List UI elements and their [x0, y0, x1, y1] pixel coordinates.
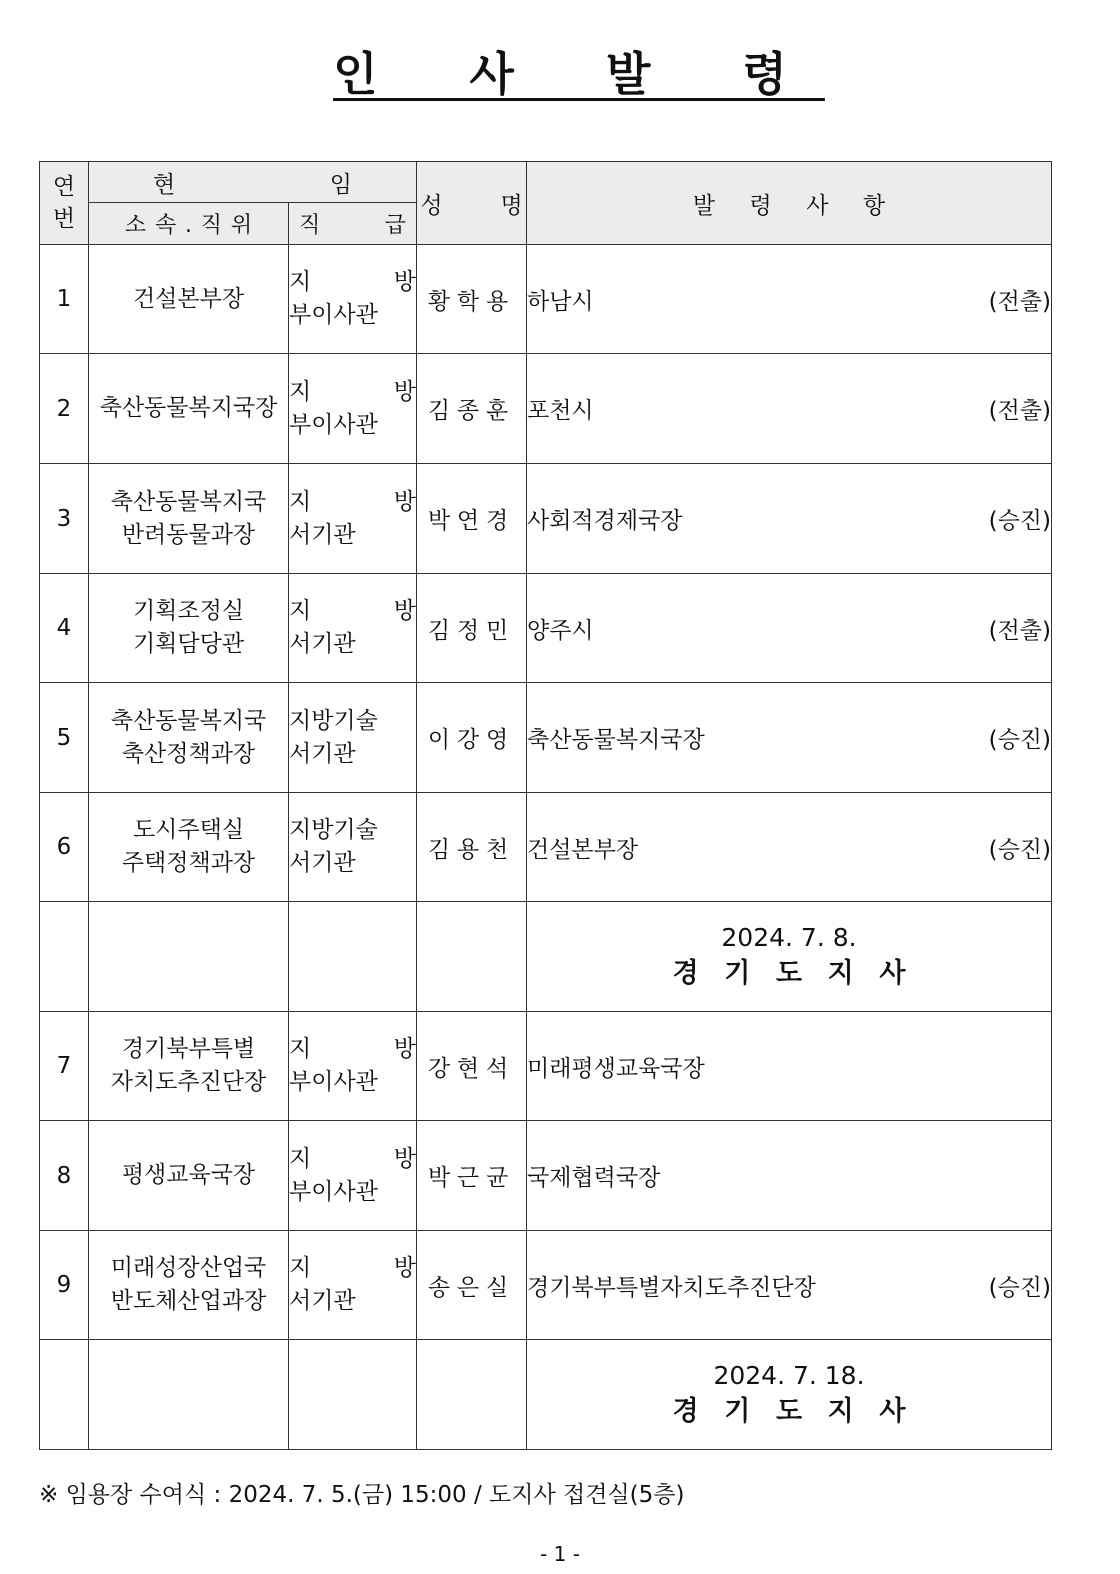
current-grade [289, 1012, 417, 1121]
serial-number: 8 [40, 1121, 89, 1231]
grade-line: 부이사관 [289, 411, 378, 438]
grade-line: 부이사관 [289, 1069, 378, 1095]
appointment-cell [527, 1012, 1052, 1121]
appointment-destination: 국제협력국장 [527, 1165, 661, 1191]
serial-number: 6 [40, 793, 89, 902]
empty-cell [40, 902, 89, 1012]
grade-line: 지 방 [289, 1255, 416, 1281]
current-department [89, 464, 289, 574]
appointment-cell [527, 1121, 1052, 1231]
appointment-destination: 사회적경제국장 [527, 508, 683, 534]
grade-line: 서기관 [289, 850, 356, 876]
current-department [89, 683, 289, 793]
signature-row [40, 1340, 1052, 1450]
appointment-destination: 경기북부특별자치도추진단장 [527, 1274, 816, 1301]
grade-line: 지 방 [289, 1036, 416, 1062]
document-title [0, 38, 1120, 104]
table-row [40, 683, 1052, 793]
header-appointment [527, 162, 1052, 245]
signature-block [527, 1340, 1052, 1450]
serial-number: 1 [40, 245, 89, 354]
table-row [40, 1231, 1052, 1340]
grade-line: 서기관 [289, 521, 356, 548]
current-department [89, 1012, 289, 1121]
grade-line: 지 방 [289, 488, 416, 515]
grade-line: 부이사관 [289, 302, 378, 328]
grade-line: 서기관 [289, 1288, 356, 1314]
header-serial-line-2: 번 [52, 206, 76, 232]
header-serial-number [40, 162, 89, 245]
serial-number: 9 [40, 1231, 89, 1340]
serial-number: 3 [40, 464, 89, 574]
appointment-type: (전출) [988, 617, 1051, 644]
current-department [89, 793, 289, 902]
ceremony-note: ※ 임용장 수여식 : 2024. 7. 5.(금) 15:00 / 도지사 접견실(5층) [39, 1482, 685, 1508]
department-line: 주택정책과장 [121, 850, 256, 876]
current-grade [289, 683, 417, 793]
department-line: 축산동물복지국 [110, 707, 267, 734]
header-current-position-text: 현 임 [153, 171, 426, 198]
serial-number: 7 [40, 1012, 89, 1121]
header-serial-line-1: 연 [52, 174, 76, 200]
employee-name: 이강영 [417, 683, 527, 793]
header-appointment-text: 발령사항 [692, 192, 920, 219]
grade-line: 서기관 [289, 740, 356, 767]
department-line: 기획조정실 [132, 598, 245, 624]
department-line: 경기북부특별 [121, 1036, 256, 1062]
current-department [89, 245, 289, 354]
serial-number: 5 [40, 683, 89, 793]
appointment-type: (승진) [988, 508, 1051, 534]
appointment-type: (승진) [988, 727, 1051, 753]
signature-row [40, 902, 1052, 1012]
table-row [40, 245, 1052, 354]
appointment-type: (승진) [988, 1274, 1051, 1301]
header-affiliation-text: 소속.직위 [124, 213, 261, 238]
empty-cell [289, 1340, 417, 1450]
table-row [40, 793, 1052, 902]
table-row [40, 574, 1052, 683]
signer-title: 경기도지사 [672, 1395, 932, 1427]
appointment-type: (승진) [988, 836, 1051, 863]
header-grade-text: 직 급 [299, 213, 435, 238]
grade-line: 지방기술 [289, 707, 378, 734]
empty-cell [40, 1340, 89, 1450]
header-name-text: 성 명 [420, 192, 548, 219]
grade-line: 부이사관 [289, 1178, 378, 1205]
grade-line: 지 방 [289, 598, 416, 624]
serial-number: 4 [40, 574, 89, 683]
table-row [40, 1121, 1052, 1231]
employee-name: 박연경 [417, 464, 527, 574]
grade-line: 서기관 [289, 631, 356, 657]
department-line: 평생교육국장 [121, 1162, 256, 1188]
employee-name: 송은실 [417, 1231, 527, 1340]
department-line: 축산동물복지국 [110, 488, 267, 515]
appointment-destination: 미래평생교육국장 [527, 1055, 705, 1082]
signer-title: 경기도지사 [672, 957, 932, 989]
header-row-top [40, 162, 1052, 203]
grade-line: 지 방 [289, 269, 416, 295]
appointment-cell [527, 574, 1052, 683]
empty-cell [289, 902, 417, 1012]
department-line: 기획담당관 [132, 631, 245, 657]
appointment-cell [527, 1231, 1052, 1340]
department-line: 자치도추진단장 [110, 1069, 267, 1095]
grade-line: 지 방 [289, 378, 416, 405]
appointment-destination: 포천시 [527, 398, 594, 424]
signature-block [527, 902, 1052, 1012]
current-grade [289, 1121, 417, 1231]
appointment-cell [527, 245, 1052, 354]
personnel-order-table [39, 161, 1052, 1450]
department-line: 축산정책과장 [121, 740, 256, 767]
appointment-destination: 축산동물복지국장 [527, 727, 705, 753]
department-line: 반도체산업과장 [110, 1288, 267, 1314]
employee-name: 김용천 [417, 793, 527, 902]
appointment-destination: 건설본부장 [527, 836, 639, 863]
empty-cell [89, 902, 289, 1012]
current-grade [289, 245, 417, 354]
grade-line: 지방기술 [289, 817, 378, 843]
empty-cell [417, 902, 527, 1012]
current-grade [289, 793, 417, 902]
serial-number: 2 [40, 354, 89, 464]
current-department [89, 1121, 289, 1231]
department-line: 도시주택실 [132, 817, 245, 843]
department-line: 건설본부장 [132, 285, 245, 312]
table-row [40, 354, 1052, 464]
appointment-cell [527, 464, 1052, 574]
current-grade [289, 1231, 417, 1340]
appointment-destination: 양주시 [527, 617, 594, 644]
appointment-type: (전출) [988, 288, 1051, 315]
appointment-cell [527, 683, 1052, 793]
table-row [40, 464, 1052, 574]
department-line: 미래성장산업국 [110, 1255, 267, 1281]
employee-name: 박근균 [417, 1121, 527, 1231]
employee-name: 황학용 [417, 245, 527, 354]
empty-cell [89, 1340, 289, 1450]
appointment-type: (전출) [988, 398, 1051, 424]
appointment-cell [527, 793, 1052, 902]
document-title-text: 인 사 발 령 [333, 47, 825, 101]
empty-cell [417, 1340, 527, 1450]
current-grade [289, 574, 417, 683]
signature-date: 2024. 7. 8. [721, 922, 857, 952]
department-line: 반려동물과장 [121, 521, 256, 548]
appointment-destination: 하남시 [527, 288, 594, 315]
employee-name: 김정민 [417, 574, 527, 683]
employee-name: 강현석 [417, 1012, 527, 1121]
header-grade [289, 203, 435, 245]
department-line: 축산동물복지국장 [99, 395, 278, 421]
current-grade [289, 354, 417, 464]
current-department [89, 1231, 289, 1340]
current-grade [289, 464, 417, 574]
header-current-position [89, 162, 426, 203]
employee-name: 김종훈 [417, 354, 527, 464]
page-number: - 1 - [540, 1542, 580, 1566]
header-affiliation [89, 203, 289, 245]
signature-date: 2024. 7. 18. [713, 1360, 865, 1390]
grade-line: 지 방 [289, 1145, 416, 1172]
appointment-cell [527, 354, 1052, 464]
table-row [40, 1012, 1052, 1121]
current-department [89, 574, 289, 683]
current-department [89, 354, 289, 464]
